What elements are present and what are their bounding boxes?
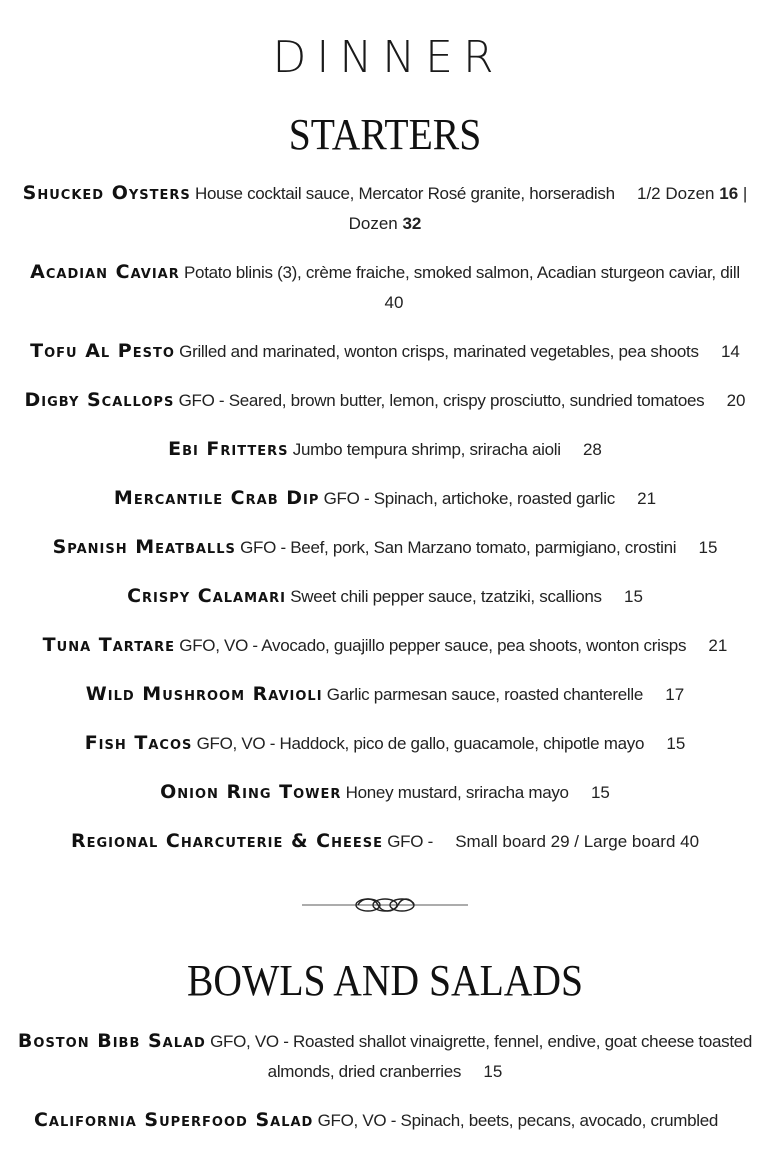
menu-item <box>0 1105 770 1136</box>
item-price: 40 <box>384 293 404 312</box>
item-description: Garlic parmesan sauce, roasted chanterelle <box>326 685 644 704</box>
item-name: Tofu Al Pesto <box>30 340 175 362</box>
item-price: 15 <box>483 1062 503 1081</box>
item-name: California Superfood Salad <box>33 1109 314 1131</box>
item-description: GFO - Spinach, artichoke, roasted garlic <box>323 489 615 508</box>
menu-item <box>0 483 770 514</box>
menu-item <box>0 178 770 239</box>
item-name: Regional Charcuterie & Cheese <box>70 830 383 852</box>
menu-item <box>0 336 770 367</box>
item-price: 14 <box>720 342 740 361</box>
item-name: Tuna Tartare <box>42 634 176 656</box>
item-name: Acadian Caviar <box>30 261 180 283</box>
menu-item <box>0 257 770 318</box>
menu-item <box>0 777 770 808</box>
starters-list <box>0 178 770 875</box>
item-description: Sweet chili pepper sauce, tzatziki, scallions <box>290 587 602 606</box>
item-price: 20 <box>726 391 746 410</box>
item-description: House cocktail sauce, Mercator Rosé granite, horseradish <box>195 184 615 203</box>
menu-item <box>0 630 770 661</box>
item-name: Ebi Fritters <box>168 438 289 460</box>
menu-item <box>0 728 770 759</box>
item-description: GFO, VO - Avocado, guajillo pepper sauce, pea shoots, wonton crisps <box>179 636 687 655</box>
menu-item <box>0 434 770 465</box>
item-description: GFO, VO - Spinach, beets, pecans, avocado, crumbled <box>317 1111 719 1130</box>
item-name: Shucked Oysters <box>22 182 191 204</box>
item-description: GFO - <box>387 832 433 851</box>
item-description: Grilled and marinated, wonton crisps, marinated vegetables, pea shoots <box>179 342 699 361</box>
item-name: Spanish Meatballs <box>52 536 236 558</box>
item-price: 15 <box>624 587 643 606</box>
section-heading-starters: STARTERS <box>288 110 482 159</box>
menu-title: DINNER <box>272 32 504 83</box>
menu-item <box>0 581 770 612</box>
item-price: 1/2 Dozen 16 | Dozen 32 <box>348 184 748 233</box>
item-description: GFO - Seared, brown butter, lemon, crispy prosciutto, sundried tomatoes <box>178 391 705 410</box>
item-price: 21 <box>708 636 728 655</box>
item-description: Potato blinis (3), crème fraiche, smoked salmon, Acadian sturgeon caviar, dill <box>184 263 740 282</box>
item-description: GFO, VO - Haddock, pico de gallo, guacamole, chipotle mayo <box>196 734 645 753</box>
menu-item <box>0 826 770 857</box>
item-name: Digby Scallops <box>24 389 175 411</box>
bowls-list <box>0 1026 770 1154</box>
item-name: Mercantile Crab Dip <box>113 487 320 509</box>
item-description: Jumbo tempura shrimp, sriracha aioli <box>292 440 561 459</box>
section-heading-bowls-and-salads: BOWLS AND SALADS <box>186 956 584 1005</box>
item-description: Honey mustard, sriracha mayo <box>345 783 569 802</box>
item-description: GFO, VO - Roasted shallot vinaigrette, fennel, endive, goat cheese toasted almonds, dried cranberries <box>210 1032 753 1081</box>
item-price: 15 <box>590 783 610 802</box>
menu-item <box>0 532 770 563</box>
menu-item <box>0 1026 770 1087</box>
item-price: Small board 29 / Large board 40 <box>455 832 700 851</box>
item-price: 17 <box>665 685 685 704</box>
menu-item <box>0 679 770 710</box>
item-name: Boston Bibb Salad <box>17 1030 206 1052</box>
item-name: Wild Mushroom Ravioli <box>85 683 323 705</box>
item-price: 15 <box>666 734 686 753</box>
item-price: 21 <box>637 489 657 508</box>
item-price: 28 <box>582 440 602 459</box>
item-name: Onion Ring Tower <box>160 781 342 803</box>
ornamental-scroll-divider-icon <box>302 893 468 917</box>
menu-item <box>0 385 770 416</box>
item-name: Fish Tacos <box>84 732 193 754</box>
item-price: 15 <box>698 538 718 557</box>
item-description: GFO - Beef, pork, San Marzano tomato, parmigiano, crostini <box>240 538 677 557</box>
item-name: Crispy Calamari <box>127 585 286 607</box>
